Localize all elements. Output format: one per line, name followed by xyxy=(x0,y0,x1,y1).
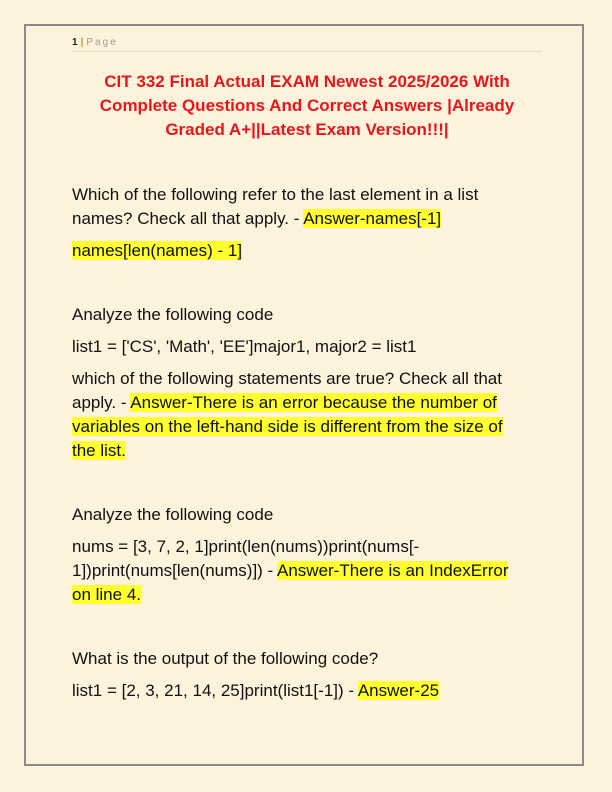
question-3-code-line-2 xyxy=(72,559,542,583)
question-3-code-line-1: nums = [3, 7, 2, 1]print(len(nums))print(nums[- xyxy=(72,537,420,556)
question-1-text: names? Check all that apply. - xyxy=(72,209,304,228)
question-3-text: 1])print(nums[len(nums)]) - xyxy=(72,561,277,580)
page-separator: | xyxy=(80,37,84,48)
question-2-code: list1 = ['CS', 'Math', 'EE']major1, major2 = list1 xyxy=(72,337,417,356)
question-2-intro: Analyze the following code xyxy=(72,305,274,324)
question-4 xyxy=(72,679,542,703)
question-1 xyxy=(72,183,542,231)
question-1-answer-cont xyxy=(72,239,542,263)
question-2-answer-line-2: variables on the left-hand side is different from the size of xyxy=(72,417,503,436)
question-4-answer: Answer-25 xyxy=(357,681,440,700)
title-line-1: CIT 332 Final Actual EXAM Newest 2025/2026 With xyxy=(104,72,510,91)
question-1-answer-line-2: names[len(names) - 1] xyxy=(72,241,243,260)
title-line-2: Complete Questions And Correct Answers |Already xyxy=(99,96,515,115)
page-header xyxy=(72,36,542,52)
question-2 xyxy=(72,367,542,463)
question-1-line-1: Which of the following refer to the last element in a list xyxy=(72,185,479,204)
question-4-intro: What is the output of the following code? xyxy=(72,649,379,668)
question-2-text: apply. - xyxy=(72,393,131,412)
title-line-3: Graded A+||Latest Exam Version!!!| xyxy=(165,120,449,139)
question-2-line-1: which of the following statements are true? Check all that xyxy=(72,369,502,388)
document-title xyxy=(72,70,542,142)
question-1-answer: Answer-names[-1] xyxy=(303,209,442,228)
question-3-answer-line-2: on line 4. xyxy=(72,585,141,604)
question-2-answer-line-3: the list. xyxy=(72,441,126,460)
page-label: Page xyxy=(86,37,118,48)
question-2-line-2 xyxy=(72,391,542,415)
question-2-answer: Answer-There is an error because the number of xyxy=(130,393,497,412)
question-3-answer: Answer-There is an IndexError xyxy=(277,561,509,580)
question-3-intro: Analyze the following code xyxy=(72,505,274,524)
page-number: 1 xyxy=(72,37,78,48)
question-1-line-2 xyxy=(72,207,542,231)
question-4-code: list1 = [2, 3, 21, 14, 25]print(list1[-1]) - xyxy=(72,681,358,700)
question-3 xyxy=(72,535,542,607)
